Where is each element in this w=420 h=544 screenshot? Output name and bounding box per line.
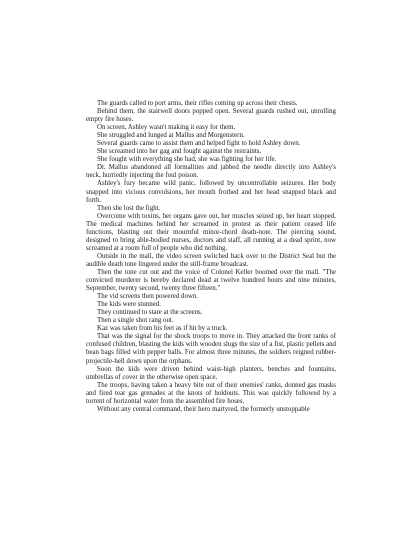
paragraph: Then a single shot rang out. [97, 317, 174, 325]
paragraph: Overcome with toxins, her organs gave out, her muscles seized up, her heart stopped. The medical machines behind her screamed in protest as their patient ceased life functions, blasting out their mournful minor-chord death-note. The piercing sound, designed to bring able-bodied nurses, doctors and staff, all running at a dead sprint, now screamed at a room full of people who did nothing. [86, 212, 336, 252]
paragraph: Soon the kids were driven behind waist-high planters, benches and fountains, umbrellas of cover in the otherwise open space. [86, 365, 336, 381]
paragraph: The vid screens then powered down. [97, 293, 199, 301]
paragraph: The kids were stunned. [97, 301, 161, 309]
paragraph: Outside in the mall, the video screen switched back over to the District Seal but the audible death tone lingered under the still-frame broadcast. [86, 252, 336, 268]
paragraph: Several guards came to assist them and helped fight to hold Ashley down. [97, 140, 301, 148]
paragraph: Kaz was taken from his feet as if hit by a truck. [97, 325, 228, 333]
paragraph: She struggled and lunged at Mallus and Morgenstern. [97, 132, 245, 140]
paragraph: Dr. Mallus abandoned all formalities and jabbed the needle directly into Ashley's neck, hurriedly injecting the foul poison. [86, 164, 336, 180]
paragraph: She screamed into her gag and fought against the restraints. [97, 148, 262, 156]
paragraph: The troops, having taken a heavy bite out of their enemies' ranks, donned gas masks and fired tear gas grenades at the knots of holdouts. This was quickly followed by a torrent of horizontal water from the assembled fire hoses. [86, 381, 336, 405]
paragraph: The guards called to port arms, their rifles coming up across their chests. [97, 100, 298, 107]
paragraph: Without any central command, their hero martyred, the formerly unstoppable [97, 405, 310, 413]
paragraph: Then the tone cut out and the voice of Colonel Keller boomed over the mall. "The convicted murderer is hereby declared dead at twelve hundred hours and nine minutes, September, twenty second, twenty three fifteen." [86, 268, 336, 293]
paragraph: Ashley's fury became wild panic, followed by uncontrollable seizures. Her body snapped into vicious convulsions, her mouth frothed and her head snapped black and forth. [86, 180, 336, 204]
paragraph: On screen, Ashley wasn't making it easy for them. [97, 124, 236, 132]
paragraph: They continued to stare at the screens. [97, 309, 203, 317]
body-text [86, 100, 336, 414]
paragraph: Then she lost the fight. [97, 204, 161, 212]
paragraph: Behind them, the stairwell doors popped open. Several guards rushed out, unrolling empty fire hoses. [86, 108, 336, 124]
paragraph: She fought with everything she had, she was fighting for her life. [97, 156, 277, 164]
paragraph: That was the signal for the shock troops to move in. They attacked the front ranks of confused children, blasting the kids with wooden slugs the size of a fist, plastic pellets and bean bags filled with pepper balls. For almost three minutes, the soldiers reigned rubber-projectile-hell down upon the orphans. [86, 333, 336, 365]
